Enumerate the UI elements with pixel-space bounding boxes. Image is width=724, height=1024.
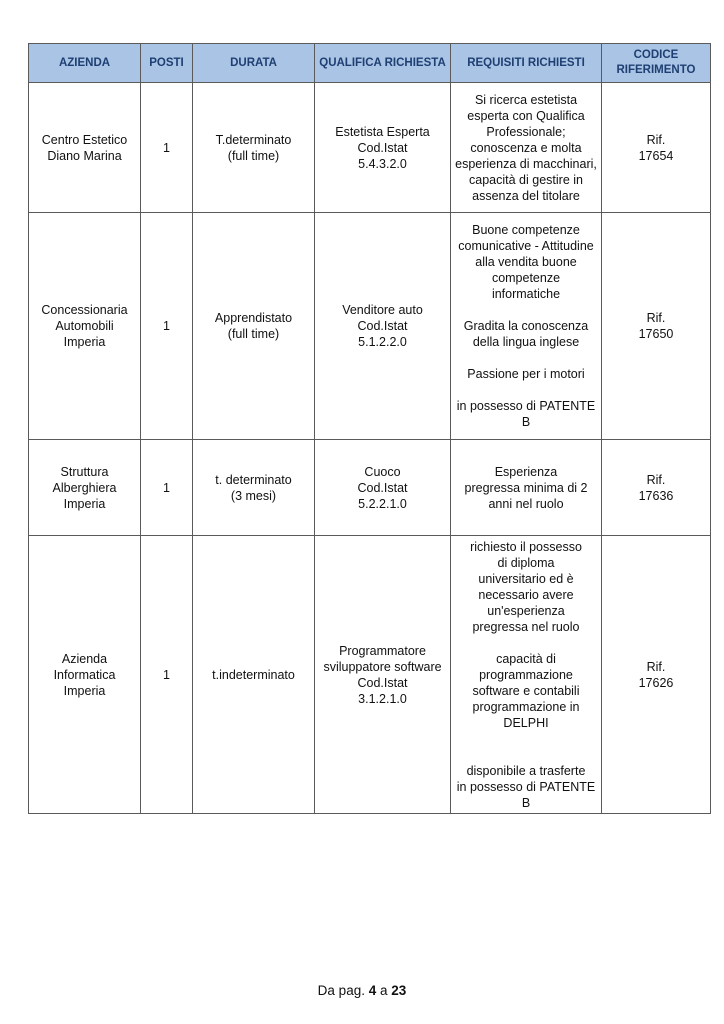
cell-azienda: Centro Estetico Diano Marina <box>29 83 141 213</box>
cell-requisiti: Esperienza pregressa minima di 2 anni nel ruolo <box>451 440 602 536</box>
cell-requisiti: richiesto il possesso di diploma universitario ed è necessario avere un'esperienza pregressa nel ruolo capacità di programmazione software e contabili programmazione in DELPHI disponibile a trasferte in possesso di PATENTE B <box>451 536 602 814</box>
cell-durata: T.determinato (full time) <box>193 83 315 213</box>
cell-posti: 1 <box>141 83 193 213</box>
cell-requisiti: Buone competenze comunicative - Attitudine alla vendita buone competenze informatiche Gradita la conoscenza della lingua inglese Passione per i motori in possesso di PATENTE B <box>451 213 602 440</box>
cell-codice: Rif. 17654 <box>602 83 711 213</box>
table-header-row <box>29 44 711 83</box>
cell-qualifica: Estetista Esperta Cod.Istat 5.4.3.2.0 <box>315 83 451 213</box>
cell-codice: Rif. 17650 <box>602 213 711 440</box>
cell-posti: 1 <box>141 213 193 440</box>
cell-posti: 1 <box>141 440 193 536</box>
job-offers-table <box>28 43 711 814</box>
header-requisiti: REQUISITI RICHIESTI <box>451 44 602 83</box>
page-footer <box>0 983 724 998</box>
table-row <box>29 440 711 536</box>
header-durata: DURATA <box>193 44 315 83</box>
cell-requisiti: Si ricerca estetista esperta con Qualifica Professionale; conoscenza e molta esperienza di macchinari, capacità di gestire in assenza del titolare <box>451 83 602 213</box>
table-row <box>29 213 711 440</box>
header-azienda: AZIENDA <box>29 44 141 83</box>
header-qualifica: QUALIFICA RICHIESTA <box>315 44 451 83</box>
cell-qualifica: Cuoco Cod.Istat 5.2.2.1.0 <box>315 440 451 536</box>
cell-durata: Apprendistato (full time) <box>193 213 315 440</box>
cell-posti: 1 <box>141 536 193 814</box>
cell-azienda: Concessionaria Automobili Imperia <box>29 213 141 440</box>
cell-codice: Rif. 17626 <box>602 536 711 814</box>
cell-qualifica: Programmatore sviluppatore software Cod.Istat 3.1.2.1.0 <box>315 536 451 814</box>
footer-prefix: Da pag. <box>317 983 365 998</box>
table-row <box>29 83 711 213</box>
table-row <box>29 536 711 814</box>
cell-durata: t. determinato (3 mesi) <box>193 440 315 536</box>
cell-azienda: Azienda Informatica Imperia <box>29 536 141 814</box>
header-posti: POSTI <box>141 44 193 83</box>
header-codice: CODICE RIFERIMENTO <box>602 44 711 83</box>
cell-durata: t.indeterminato <box>193 536 315 814</box>
cell-codice: Rif. 17636 <box>602 440 711 536</box>
cell-azienda: Struttura Alberghiera Imperia <box>29 440 141 536</box>
footer-current-page: 4 <box>368 983 377 998</box>
footer-total-pages: 23 <box>391 983 407 998</box>
cell-qualifica: Venditore auto Cod.Istat 5.1.2.2.0 <box>315 213 451 440</box>
footer-separator: a <box>380 983 388 998</box>
